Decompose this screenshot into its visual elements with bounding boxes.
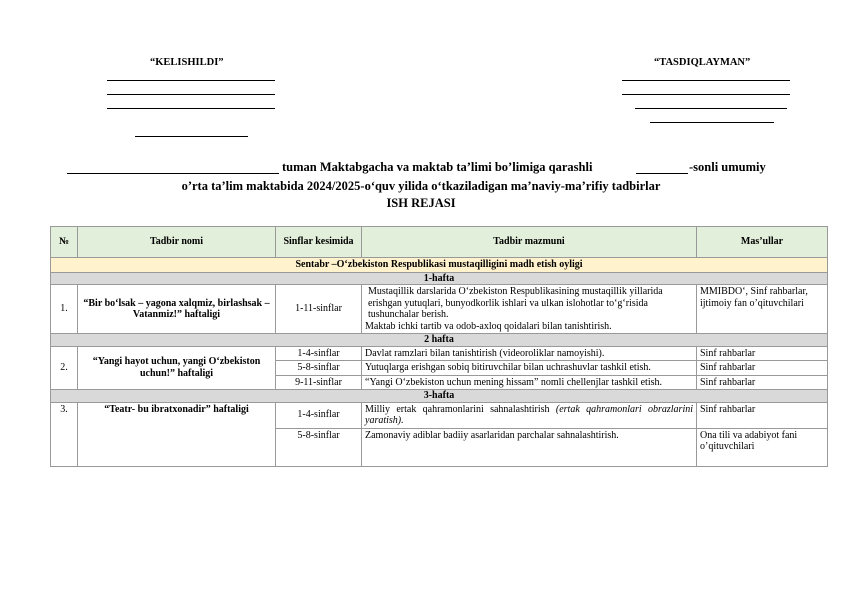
table-header-row — [51, 227, 828, 258]
responsible-cell: Sinf rahbarlar — [697, 361, 828, 376]
title-line2: o’rta ta’lim maktabida 2024/2025-o‘quv yilida o‘tkaziladigan ma’naviy-ma’rifiy tadbirlar — [181, 179, 661, 193]
month-label: Sentabr –O‘zbekiston Respublikasi mustaqilligini madh etish oyligi — [51, 258, 828, 273]
signature-line — [107, 94, 275, 95]
signature-line — [107, 108, 275, 109]
row-num: 3. — [51, 402, 78, 466]
school-number-blank-line — [636, 173, 688, 174]
tasdiqlayman-title: “TASDIQLAYMAN” — [654, 57, 751, 68]
kelishildi-title: “KELISHILDI” — [150, 57, 224, 68]
content-cell: Zamonaviy adiblar badiiy asarlaridan parchalar sahnalashtirish. — [362, 428, 697, 466]
plan-table — [50, 226, 828, 467]
signature-line — [622, 80, 790, 81]
signature-line — [135, 136, 248, 137]
content-text: Maktab ichki tartib va odob-axloq qoidalari bilan tanishtirish. — [365, 320, 612, 332]
row-num: 1. — [51, 285, 78, 334]
classes-cell: 1-11-sinflar — [276, 285, 362, 334]
title-line1: tuman Maktabgacha va maktab ta’limi bo’limiga qarashli — [282, 160, 593, 174]
table-row — [51, 346, 828, 361]
district-blank-line — [67, 173, 279, 174]
content-text: Mustaqillik darslarida O‘zbekiston Respublikasining mustaqillik yillarida erishgan yutuqlari, bunyodkorlik ishlari va ulkan islohotlar to‘g‘risida tushunchalar berish. — [368, 286, 663, 320]
signature-line — [635, 108, 787, 109]
title-line1-suffix: -sonli umumiy — [689, 160, 766, 174]
header-classes: Sinflar kesimida — [276, 227, 362, 258]
week-row — [51, 390, 828, 403]
signature-line — [107, 80, 275, 81]
responsible-cell: Ona tili va adabiyot fani o’qituvchilari — [697, 428, 828, 466]
classes-cell: 9-11-sinflar — [276, 375, 362, 390]
header-num: № — [51, 227, 78, 258]
header-name: Tadbir nomi — [78, 227, 276, 258]
content-cell — [362, 285, 697, 334]
responsible-cell: Sinf rahbarlar — [697, 402, 828, 428]
week-label: 3-hafta — [51, 390, 828, 403]
responsible-cell: Sinf rahbarlar — [697, 346, 828, 361]
classes-cell: 1-4-sinflar — [276, 346, 362, 361]
event-name: “Teatr- bu ibratxonadir” haftaligi — [78, 402, 276, 466]
table-row — [51, 285, 828, 334]
week-row — [51, 334, 828, 347]
classes-cell: 5-8-sinflar — [276, 428, 362, 466]
content-text: Milliy ertak qahramonlarini sahnalashtirish — [365, 403, 550, 415]
month-row — [51, 258, 828, 273]
classes-cell: 5-8-sinflar — [276, 361, 362, 376]
title-line3: ISH REJASI — [386, 196, 456, 210]
week-label: 1-hafta — [51, 272, 828, 285]
content-cell — [362, 402, 697, 428]
responsible-cell: Sinf rahbarlar — [697, 375, 828, 390]
week-row — [51, 272, 828, 285]
signature-line — [650, 122, 774, 123]
content-cell: Yutuqlarga erishgan sobiq bitiruvchilar bilan uchrashuvlar tashkil etish. — [362, 361, 697, 376]
responsible-cell: MMIBDO‘, Sinf rahbarlar, ijtimoiy fan o’qituvchilari — [697, 285, 828, 334]
header-responsible: Mas’ullar — [697, 227, 828, 258]
event-name: “Yangi hayot uchun, yangi O‘zbekiston uchun!” haftaligi — [78, 346, 276, 390]
classes-cell: 1-4-sinflar — [276, 402, 362, 428]
table-row — [51, 402, 828, 428]
week-label: 2 hafta — [51, 334, 828, 347]
content-italic-text: (ertak qahramonlari obrazlarini yaratish). — [365, 403, 694, 426]
event-name: “Bir bo‘lsak – yagona xalqmiz, birlashsak – Vatanmiz!” haftaligi — [78, 285, 276, 334]
row-num: 2. — [51, 346, 78, 390]
content-cell: “Yangi O‘zbekiston uchun mening hissam” nomli chellenjlar tashkil etish. — [362, 375, 697, 390]
content-cell: Davlat ramzlari bilan tanishtirish (videoroliklar namoyishi). — [362, 346, 697, 361]
signature-line — [622, 94, 790, 95]
header-content: Tadbir mazmuni — [362, 227, 697, 258]
